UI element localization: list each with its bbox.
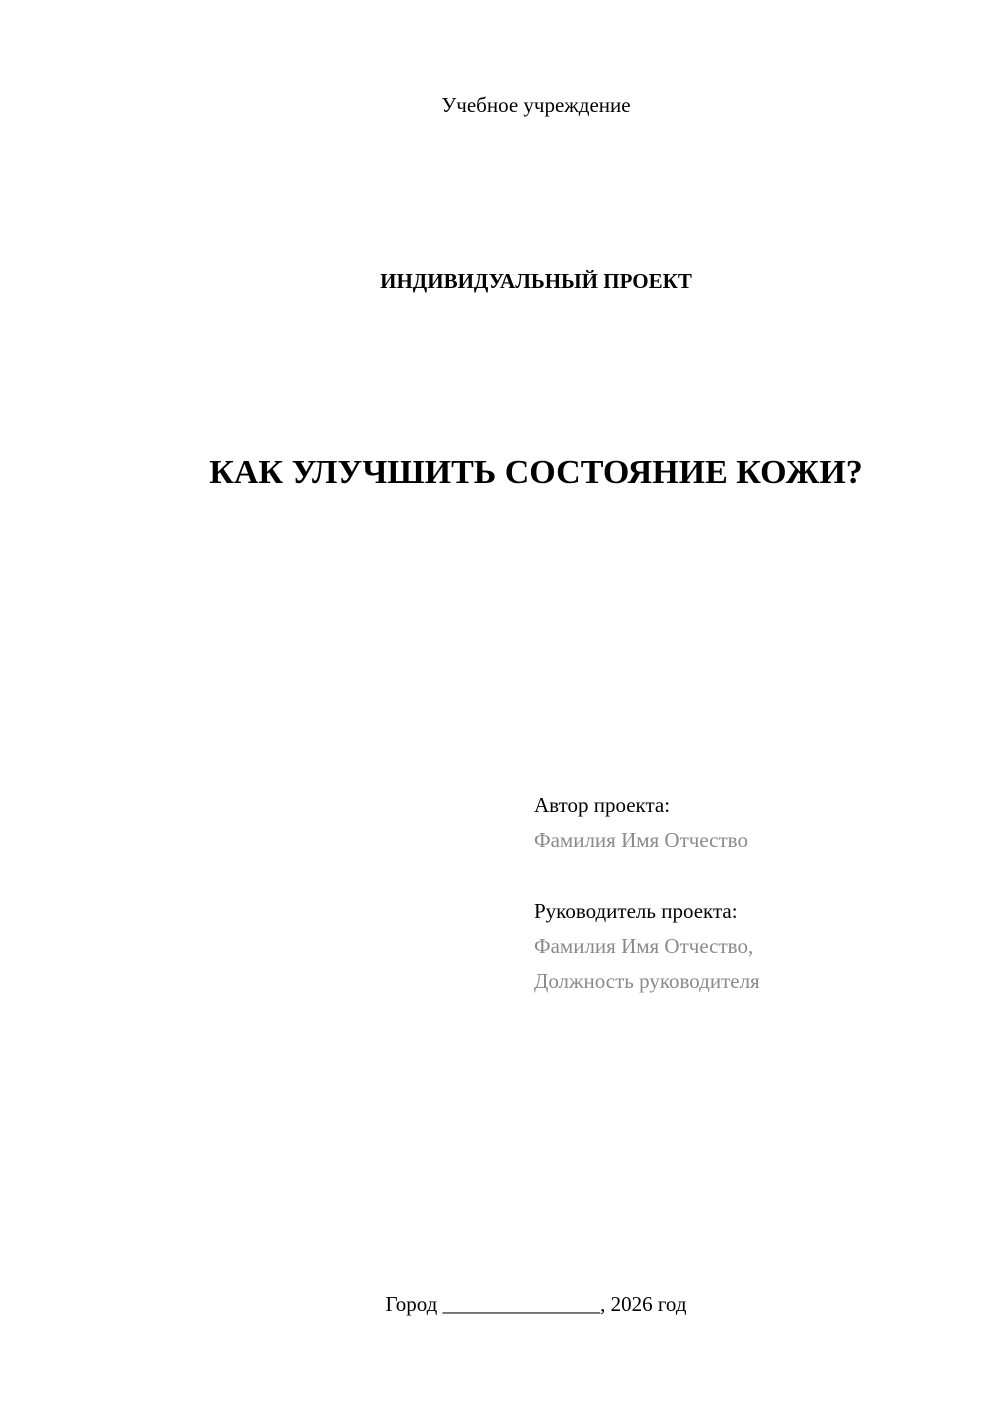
- author-label: Автор проекта:: [534, 793, 671, 817]
- institution-name: Учебное учреждение: [441, 93, 631, 117]
- credits-spacer: [534, 858, 974, 894]
- author-name: Фамилия Имя Отчество: [534, 828, 748, 852]
- city-year-line: Город _______________, 2026 год: [385, 1292, 687, 1316]
- supervisor-position: Должность руководителя: [534, 969, 760, 993]
- supervisor-label: Руководитель проекта:: [534, 899, 738, 923]
- document-type: ИНДИВИДУАЛЬНЫЙ ПРОЕКТ: [380, 269, 692, 293]
- supervisor-name: Фамилия Имя Отчество,: [534, 934, 754, 958]
- project-title: КАК УЛУЧШИТЬ СОСТОЯНИЕ КОЖИ?: [209, 454, 863, 491]
- project-credits: [534, 788, 974, 999]
